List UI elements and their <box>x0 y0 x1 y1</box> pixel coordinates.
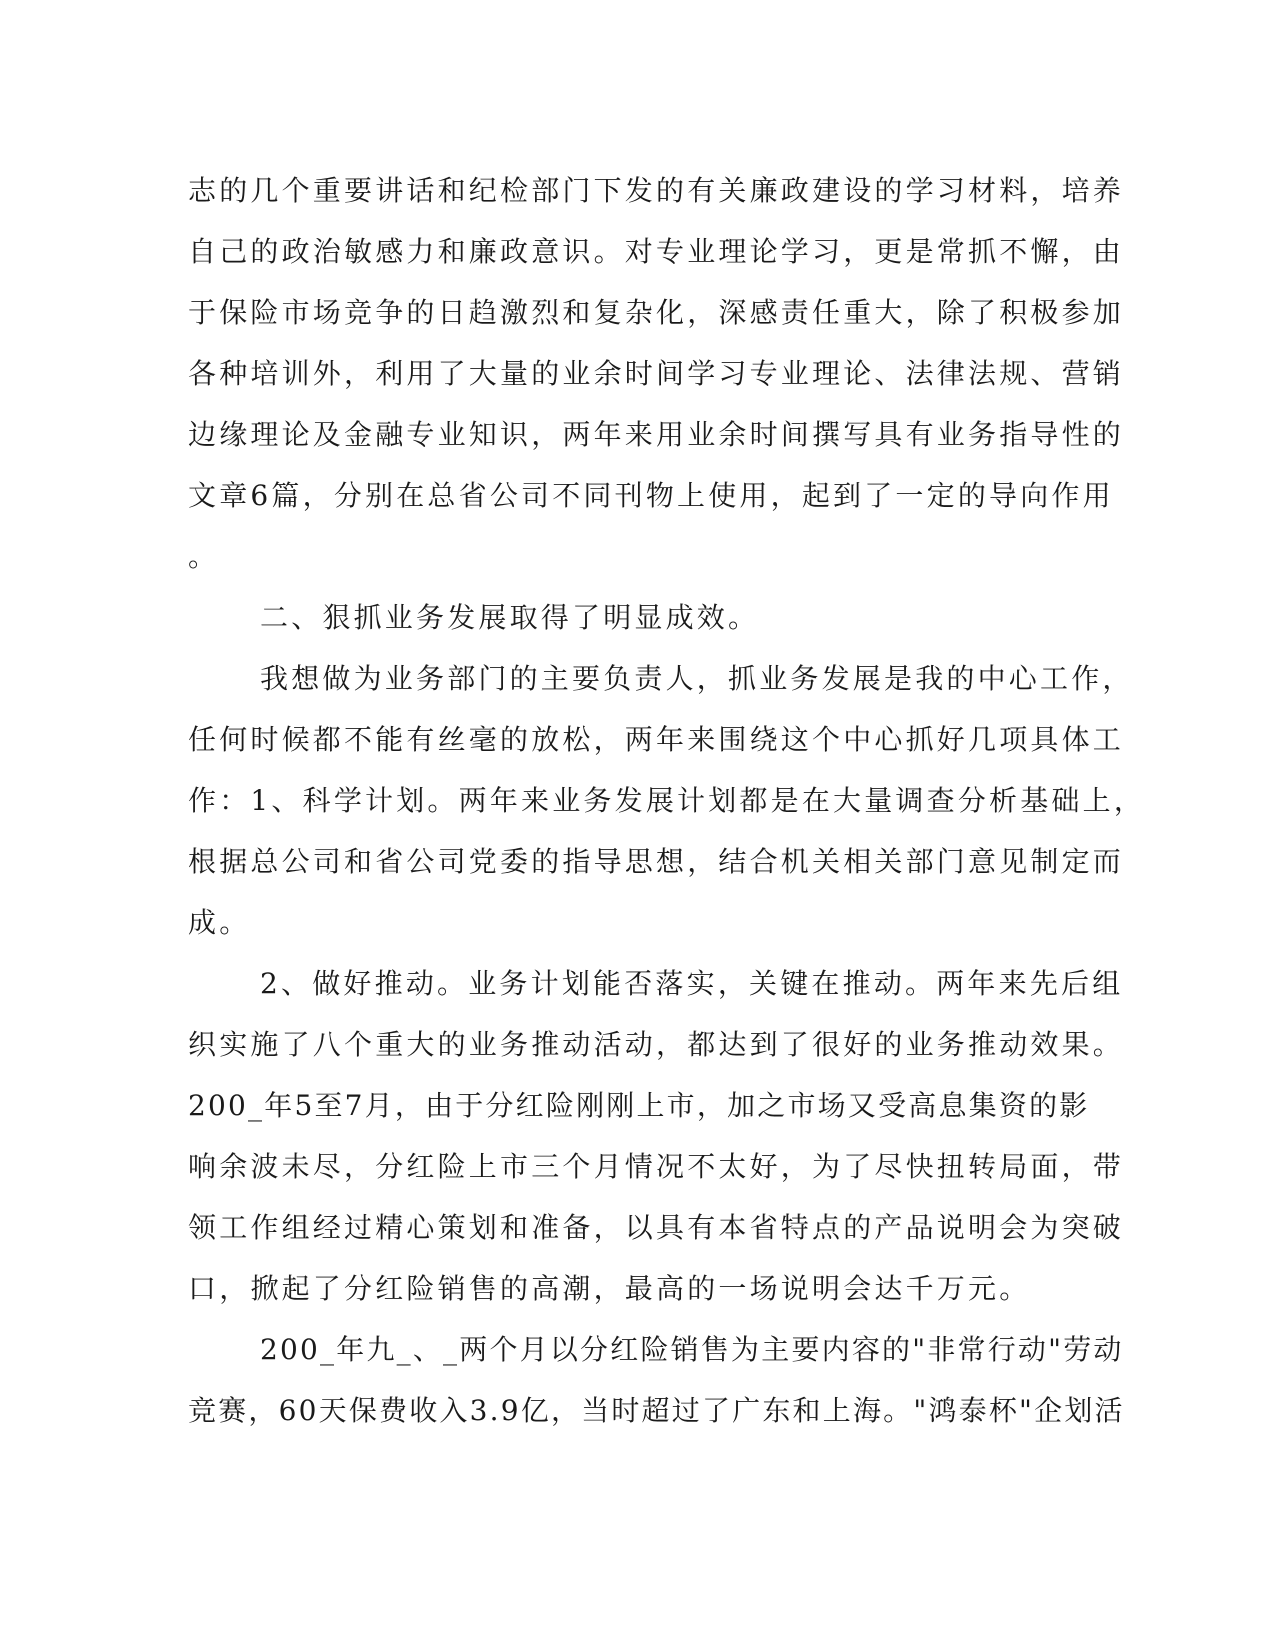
text-line: 。 <box>188 540 220 573</box>
text-line: 根据总公司和省公司党委的指导思想，结合机关相关部门意见制定而 <box>188 845 1125 878</box>
text-line: 作：1、科学计划。两年来业务发展计划都是在大量调查分析基础上， <box>188 784 1146 817</box>
text-line: 文章6篇，分别在总省公司不同刊物上使用，起到了一定的导向作用 <box>188 479 1114 512</box>
text-line: 自己的政治敏感力和廉政意识。对专业理论学习，更是常抓不懈，由 <box>188 235 1125 268</box>
text-line: 志的几个重要讲话和纪检部门下发的有关廉政建设的学习材料，培养 <box>188 174 1125 207</box>
text-line: 口，掀起了分红险销售的高潮，最高的一场说明会达千万元。 <box>188 1272 1031 1305</box>
text-line: 任何时候都不能有丝毫的放松，两年来围绕这个中心抓好几项具体工 <box>188 723 1125 756</box>
text-line: 竞赛，60天保费收入3.9亿，当时超过了广东和上海。"鸿泰杯"企划活 <box>188 1394 1125 1427</box>
text-line: 响余波未尽，分红险上市三个月情况不太好，为了尽快扭转局面，带 <box>188 1150 1125 1183</box>
text-line: 于保险市场竞争的日趋激烈和复杂化，深感责任重大，除了积极参加 <box>188 296 1125 329</box>
text-line: 我想做为业务部门的主要负责人，抓业务发展是我的中心工作， <box>260 662 1134 695</box>
text-line: 领工作组经过精心策划和准备，以具有本省特点的产品说明会为突破 <box>188 1211 1125 1244</box>
text-line: 2、做好推动。业务计划能否落实，关键在推动。两年来先后组 <box>260 967 1124 1000</box>
text-line: 各种培训外，利用了大量的业余时间学习专业理论、法律法规、营销 <box>188 357 1125 390</box>
text-line: 织实施了八个重大的业务推动活动，都达到了很好的业务推动效果。 <box>188 1028 1125 1061</box>
section-heading: 二、狠抓业务发展取得了明显成效。 <box>260 601 760 634</box>
text-line: 200_年5至7月，由于分红险刚刚上市，加之市场又受高息集资的影 <box>188 1089 1090 1122</box>
text-line: 边缘理论及金融专业知识，两年来用业余时间撰写具有业务指导性的 <box>188 418 1125 451</box>
text-line: 成。 <box>188 906 251 939</box>
document-body <box>188 160 1146 1441</box>
text-line: 200_年九_、_两个月以分红险销售为主要内容的"非常行动"劳动 <box>260 1333 1124 1366</box>
